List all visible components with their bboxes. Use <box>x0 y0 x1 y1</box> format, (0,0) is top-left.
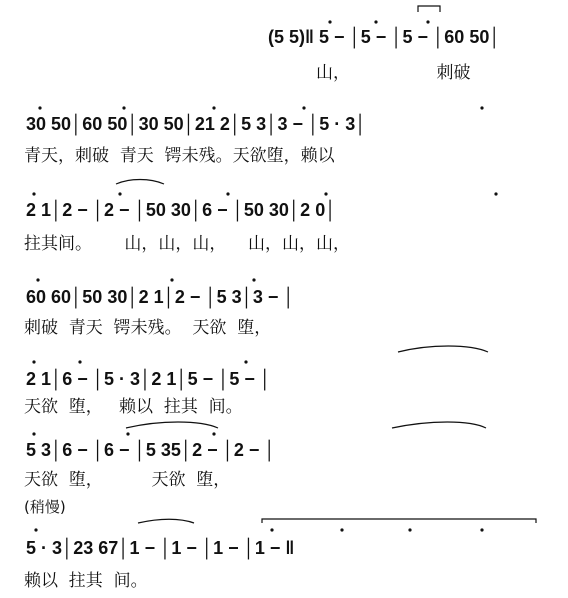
numbered-notation-line: 5 3│6 − │6 − │5 35│2 − │2 − │ <box>26 440 276 460</box>
tie-mark <box>126 422 218 428</box>
lyrics-line: 拄其间。 山，山，山， 山，山，山， <box>24 234 351 254</box>
lyrics-line: 山， 刺破 <box>316 63 471 83</box>
tempo-marking: (稍慢) <box>24 498 66 516</box>
lyrics-line: 赖以 拄其 间。 <box>24 571 148 591</box>
numbered-notation-line: 5 · 3│23 67│1 − │1 − │1 − │1 − ‖ <box>26 538 295 558</box>
tie-mark <box>418 6 440 12</box>
numbered-notation-line: (5 5)‖ 5 − │5 − │5 − │60 50│ <box>268 27 501 47</box>
tie-mark <box>138 519 194 523</box>
numbered-notation-line: 30 50│60 50│30 50│21 2│5 3│3 − │5 · 3│ <box>26 114 367 134</box>
tie-mark <box>392 422 486 428</box>
tie-mark <box>116 180 164 185</box>
lyrics-line: 天欲 堕， 赖以 拄其 间。 <box>24 397 243 417</box>
tie-mark <box>262 519 536 523</box>
tie-mark <box>398 346 488 352</box>
numbered-notation-line: 2 1│2 − │2 − │50 30│6 − │50 30│2 0│ <box>26 200 337 220</box>
lyrics-line: 天欲 堕， 天欲 堕， <box>24 470 231 490</box>
numbered-notation-line: 2 1│6 − │5 · 3│2 1│5 − │5 − │ <box>26 369 272 389</box>
lyrics-line: 青天，刺破 青天 锷未残。天欲堕，赖以 <box>24 146 335 166</box>
lyrics-line: 刺破 青天 锷未残。 天欲 堕， <box>24 318 272 338</box>
numbered-notation-line: 60 60│50 30│2 1│2 − │5 3│3 − │ <box>26 287 295 307</box>
